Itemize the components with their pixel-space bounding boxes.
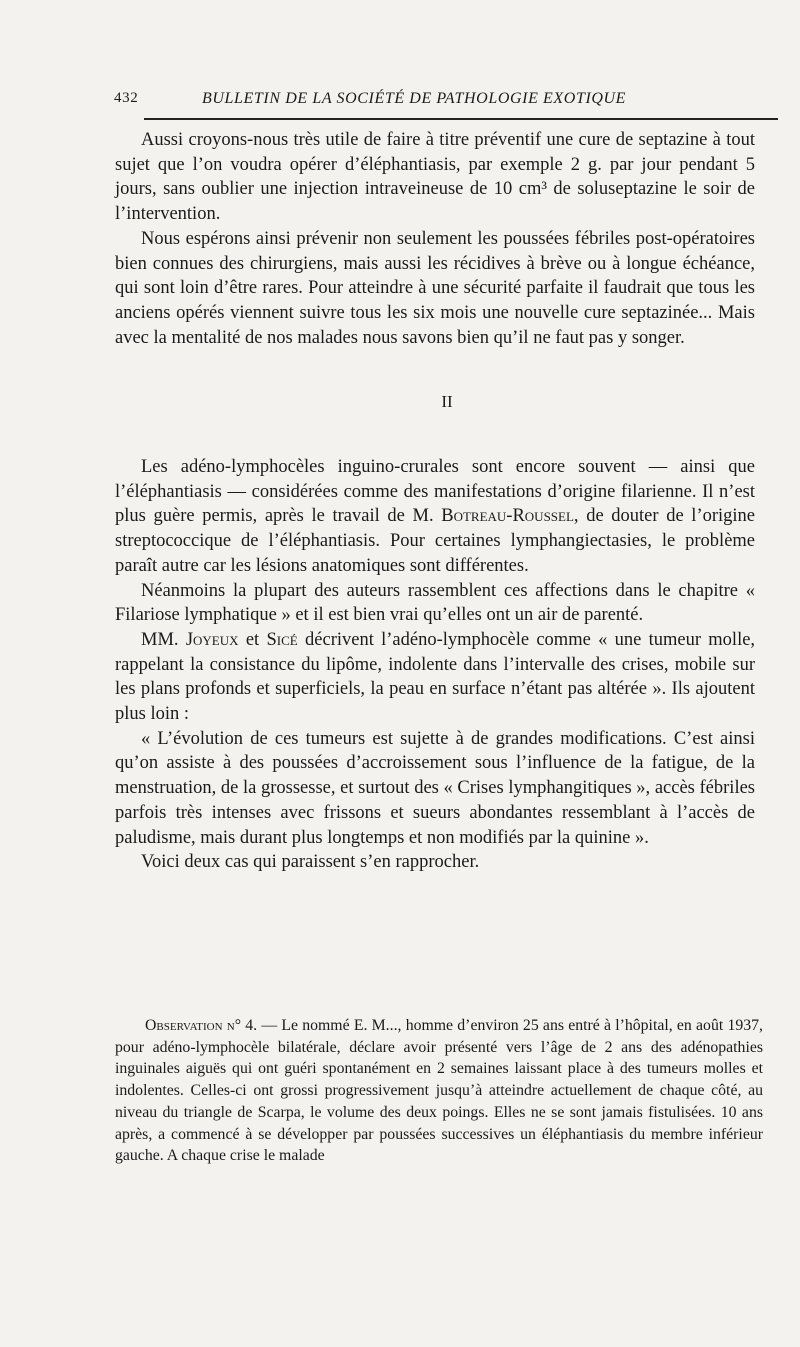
main-text (115, 128, 755, 875)
paragraph-text: , de douter de l’origine streptococcique de l’éléphantiasis. Pour certaines lymphangiectasies, le problème paraît autre car les lésions anatomiques sont différentes. (115, 506, 756, 576)
running-head (114, 86, 778, 110)
author-name: Sicé (266, 629, 298, 650)
paragraph-text: et (245, 629, 260, 650)
paragraph-text: MM. (141, 629, 179, 650)
section-heading: II (441, 392, 453, 412)
paragraph: Néanmoins la plupart des auteurs rassemblent ces affections dans le chapitre « Filariose lymphatique » et il est bien vrai qu’elles ont un air de parenté. (115, 580, 755, 626)
author-name: Botreau-Roussel (441, 506, 574, 527)
observation-text: — Le nommé E. M..., homme d’environ 25 ans entré à l’hôpital, en août 1937, pour adéno-lymphocèle bilatérale, déclare avoir présenté vers l’âge de 2 ans des adénopathies inguinales aiguës qui ont guéri spontanément en 2 semaines laissant place à des tumeurs molles et indolentes. Celles-ci ont grossi progressivement jusqu’à atteindre actuellement de chaque côté, au niveau du triangle de Scarpa, le volume des deux poings. Elles ne se sont jamais fistulisées. 10 ans après, a commencé à se développer par poussées successives un éléphantiasis du membre inférieur gauche. A chaque crise le malade (115, 1017, 763, 1165)
quotation-paragraph: « L’évolution de ces tumeurs est sujette à de grandes modifications. C’est ainsi qu’on assiste à des poussées d’accroissement sous l’influence de la fatigue, de la menstruation, de la grossesse, et surtout des « Crises lymphangitiques », accès fébriles parfois très intenses avec frissons et sueurs abondantes ressemblant à l’accès de paludisme, mais durant plus longtemps et non modifiés par la quinine ». (115, 728, 755, 848)
paragraph (115, 455, 755, 579)
paragraph (115, 628, 755, 727)
paragraph: Nous espérons ainsi prévenir non seulement les poussées fébriles post-opératoires bien connues des chirurgiens, mais aussi les récidives à brève ou à longue échéance, qui sont loin d’être rares. Pour atteindre à une sécurité parfaite il faudrait que tous les anciens opérés viennent suivre tous les six mois une nouvelle cure septazinée... Mais avec la mentalité de nos malades nous savons bien qu’il ne faut pas y songer. (115, 228, 755, 348)
journal-title: BULLETIN DE LA SOCIÉTÉ DE PATHOLOGIE EXOTIQUE (202, 90, 627, 107)
observation-block (115, 1015, 763, 1167)
paragraph-text: décrivent l’adéno-lymphocèle comme « une tumeur molle, rappelant la consistance du lipôme, indolente dans l’intervalle des crises, mobile sur les plans profonds et superficiels, la peau en surface n’étant pas altérée ». Ils ajoutent plus loin : (115, 629, 756, 725)
author-name: Joyeux (185, 629, 239, 650)
paragraph: Voici deux cas qui paraissent s’en rapprocher. (141, 852, 480, 873)
observation-label: Observation n° 4. (145, 1017, 258, 1034)
paragraph: Aussi croyons-nous très utile de faire à titre préventif une cure de septazine à tout sujet que l’on voudra opérer d’éléphantiasis, par exemple 2 g. par jour pendant 5 jours, sans oublier une injection intraveineuse de 10 cm³ de soluseptazine le soir de l’intervention. (115, 130, 755, 225)
observation-paragraph (115, 1015, 763, 1167)
paragraph-text: Les adéno-lymphocèles inguino-crurales sont encore souvent — ainsi que l’éléphantiasis — considérées comme des manifestations d’origine filarienne. Il n’est plus guère permis, après le travail de M. (115, 457, 755, 527)
page-number: 432 (114, 90, 139, 106)
header-rule (144, 118, 778, 120)
